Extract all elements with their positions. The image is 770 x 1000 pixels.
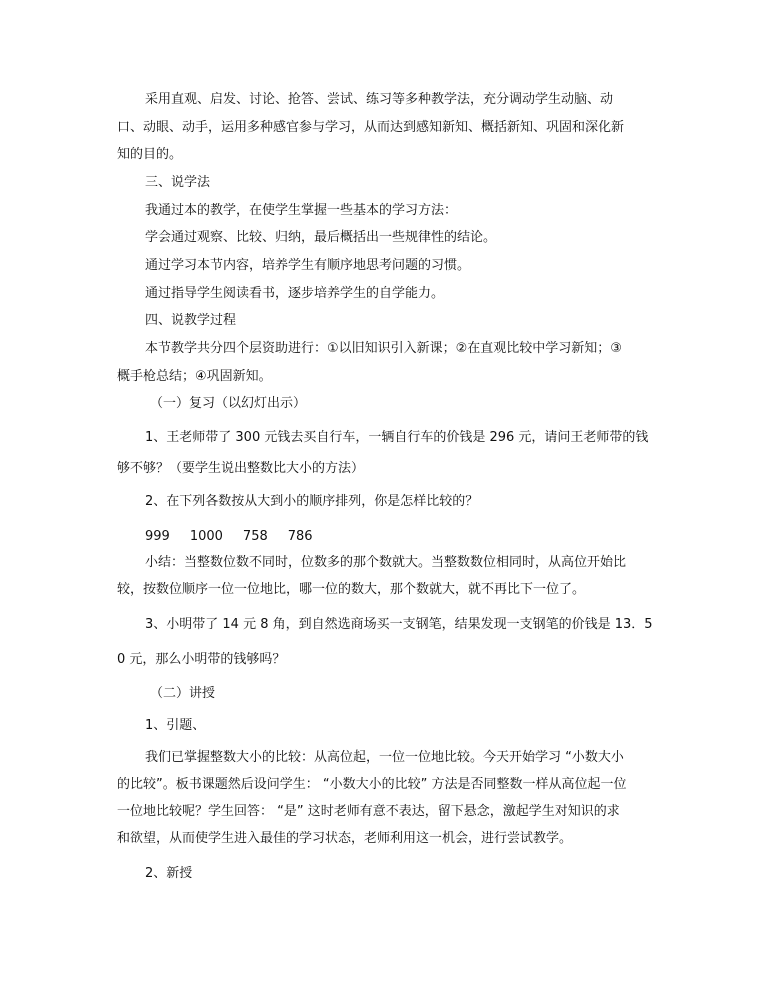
paragraph-line: 0 元，那么小明带的钱够吗？	[117, 652, 286, 667]
paragraph-line: 我通过本的教学，在使学生掌握一些基本的学习方法：	[145, 203, 458, 218]
paragraph-line: 一位地比较呢？学生回答： “是” 这时老师有意不表达，留下悬念，激起学生对知识的求	[117, 804, 620, 819]
paragraph-line: 采用直观、启发、讨论、抢答、尝试、练习等多种教学法，充分调动学生动脑、动	[145, 92, 614, 107]
number-item: 999	[145, 529, 170, 544]
paragraph-line: 我们已掌握整数大小的比较：从高位起，一位一位地比较。今天开始学习 “小数大小	[145, 750, 624, 765]
number-item: 758	[242, 529, 268, 544]
paragraph-line: 1、引题、	[145, 718, 206, 733]
paragraph-line: 和欲望，从而使学生进入最佳的学习状态，老师利用这一机会，进行尝试教学。	[117, 831, 573, 846]
section-heading: 四、说教学过程	[145, 313, 237, 328]
paragraph-line: 概手枪总结；④巩固新知。	[117, 369, 272, 384]
paragraph-line: 口、动眼、动手，运用多种感官参与学习，从而达到感知新知、概括新知、巩固和深化新	[117, 120, 625, 135]
paragraph-line: 本节教学共分四个层资助进行：①以旧知识引入新课；②在直观比较中学习新知；③	[145, 341, 622, 356]
number-item: 786	[287, 529, 313, 544]
number-item: 1000	[189, 529, 223, 544]
paragraph-line: 小结：当整数位数不同时，位数多的那个数就大。当整数数位相同时，从高位开始比	[145, 555, 627, 570]
paragraph-line: 1、王老师带了 300 元钱去买自行车，一辆自行车的价钱是 296 元，请问王老师带的钱	[145, 430, 649, 445]
subsection-heading: （二）讲授	[150, 686, 216, 701]
paragraph-line: 够不够？（要学生说出整数比大小的方法）	[117, 461, 365, 476]
paragraph-line: 较，按数位顺序一位一位地比，哪一位的数大，那个数就大，就不再比下一位了。	[117, 582, 586, 597]
subsection-heading: （一）复习（以幻灯出示）	[150, 396, 307, 411]
paragraph-line: 学会通过观察、比较、归纳，最后概括出一些规律性的结论。	[145, 230, 497, 245]
paragraph-line: 3、小明带了 14 元 8 角，到自然选商场买一支钢笔，结果发现一支钢笔的价钱是 13．5	[145, 617, 653, 632]
section-heading: 三、说学法	[145, 175, 211, 190]
paragraph-line: 通过学习本节内容，培养学生有顺序地思考问题的习惯。	[145, 258, 471, 273]
number-list	[145, 529, 333, 545]
paragraph-line: 的比较”。板书课题然后设问学生： “小数大小的比较” 方法是否同整数一样从高位起一位	[117, 777, 627, 792]
paragraph-line: 知的目的。	[117, 147, 183, 162]
paragraph-line: 2、在下列各数按从大到小的顺序排列，你是怎样比较的？	[145, 494, 479, 509]
paragraph-line: 通过指导学生阅读看书，逐步培养学生的自学能力。	[145, 286, 445, 301]
paragraph-line: 2、新授	[145, 866, 193, 881]
